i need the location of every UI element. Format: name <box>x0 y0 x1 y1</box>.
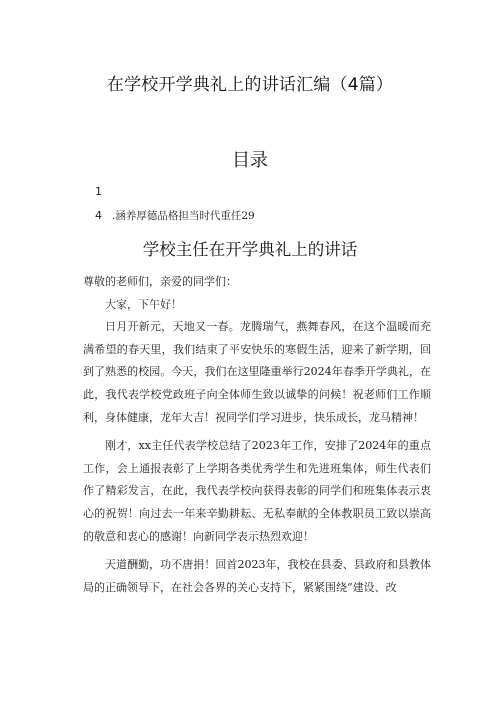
greeting: 大家，下午好！ <box>105 297 182 311</box>
toc-heading: 目录 <box>232 150 268 171</box>
body-paragraph: 天道酬勤，功不唐捐！回首2023年，我校在县委、县政府和县教体局的正确领导下，在社会各界的关心支持下，紧紧围绕“建设、改 <box>83 558 431 594</box>
body-paragraph: 刚才，xx主任代表学校总结了2023年工作，安排了2024年的重点工作，会上通报表彰了上学期各类优秀学生和先进班集体，师生代表们作了精彩发言，在此，我代表学校向获得表彰的同学们和班集体表示衷心的祝贺！向过去一年来辛勤耕耘、无私奉献的全体教职员工致以崇高的敬意和衷心的感谢！向新同学表示热烈欢迎！ <box>83 439 431 543</box>
speech-body <box>83 271 431 599</box>
toc-entry-number: 4 <box>95 209 102 222</box>
toc-entry-text: .涵养厚德品格担当时代重任29 <box>112 210 255 222</box>
document-title: 在学校开学典礼上的讲话汇编（4篇） <box>106 75 394 95</box>
toc-entry[interactable] <box>95 208 255 223</box>
body-paragraph: 日月开新元，天地又一春。龙腾瑞气，燕舞春风，在这个温暖而充满希望的春天里，我们结束了平安快乐的寒假生活，迎来了新学期，回到了熟悉的校园。今天，我们在这里隆重举行2024年春季开学典礼，在此，我代表学校党政班子向全体师生致以诚挚的问候！祝老师们工作顺利，身体健康，龙年大吉！祝同学们学习进步，快乐成长，龙马精神！ <box>83 320 431 424</box>
salutation: 尊敬的老师们，亲爱的同学们： <box>83 275 237 288</box>
toc-entry-number: 1 <box>95 185 102 198</box>
toc-entry[interactable] <box>95 185 102 198</box>
section-title: 学校主任在开学典礼上的讲话 <box>142 240 358 259</box>
